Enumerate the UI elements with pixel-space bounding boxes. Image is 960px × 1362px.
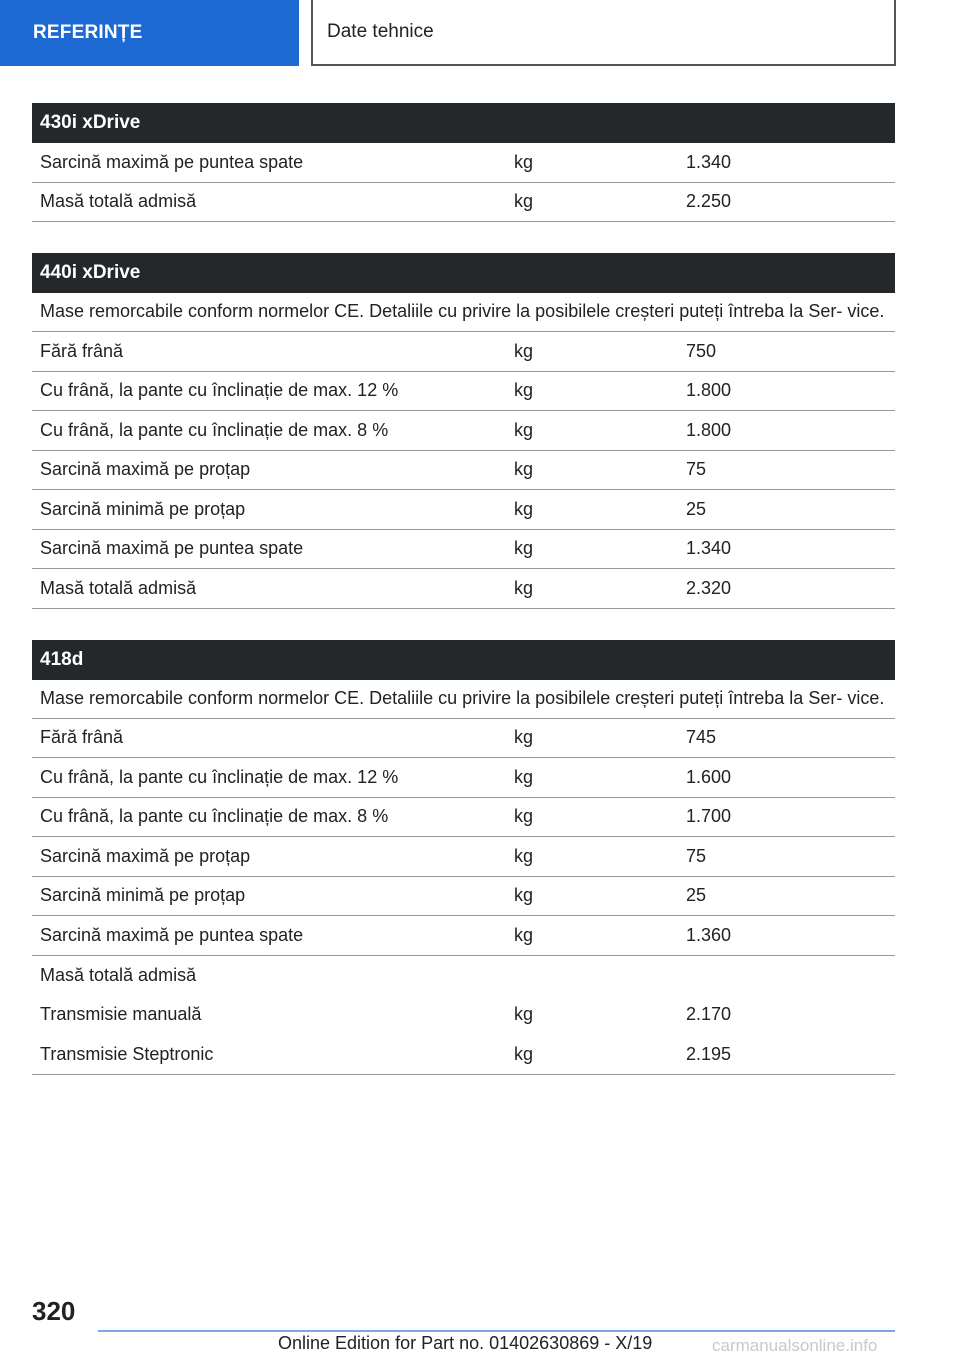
table-row [32,719,895,759]
row-unit: kg [514,885,534,906]
row-label: Sarcină maximă pe puntea spate [40,151,304,172]
row-label: Masă totală admisă [40,191,197,212]
table-row [32,530,895,570]
row-label: Cu frână, la pante cu înclinație de max. 8 % [40,806,389,827]
row-value: 1.800 [686,419,732,440]
row-label: Sarcină maximă pe puntea spate [40,924,304,945]
row-value: 1.600 [686,766,732,787]
table-title: 418d [32,640,895,680]
row-unit: kg [514,151,534,172]
row-value: 1.340 [686,151,732,172]
row-unit: kg [514,419,534,440]
row-value: 2.320 [686,577,732,598]
row-label: Sarcină minimă pe proțap [40,885,246,906]
table-note: Mase remorcabile conform normelor CE. Detaliile cu privire la posibilele creșteri puteți întreba la Ser- vice. [32,680,895,719]
row-value: 745 [686,727,717,748]
row-unit: kg [514,845,534,866]
table-row [32,995,895,1035]
row-label: Cu frână, la pante cu înclinație de max. 12 % [40,766,399,787]
table-title: 440i xDrive [32,253,895,293]
row-unit: kg [514,806,534,827]
table-row [32,758,895,798]
row-value: 1.340 [686,538,732,559]
table-row [32,798,895,838]
footer-divider [98,1330,895,1332]
table-row [32,1035,895,1075]
row-unit: kg [514,538,534,559]
spec-table-430i [32,103,895,222]
spec-content [32,103,895,1106]
row-unit: kg [514,459,534,480]
row-value: 2.195 [686,1043,732,1064]
table-row [32,916,895,956]
row-label: Sarcină maximă pe puntea spate [40,538,304,559]
row-unit: kg [514,577,534,598]
row-label: Fără frână [40,340,124,361]
row-label: Cu frână, la pante cu înclinație de max. 8 % [40,419,389,440]
table-row [32,183,895,223]
table-row [32,332,895,372]
table-row [32,490,895,530]
row-value: 75 [686,459,707,480]
row-label: Sarcină maximă pe proțap [40,845,251,866]
row-label: Cu frână, la pante cu înclinație de max. 12 % [40,380,399,401]
row-group [32,956,895,1076]
row-unit: kg [514,191,534,212]
row-unit: kg [514,1004,534,1025]
row-label: Fără frână [40,727,124,748]
row-value: 25 [686,885,707,906]
row-label: Masă totală admisă [40,577,197,598]
row-value: 2.170 [686,1004,732,1025]
row-value: 25 [686,498,707,519]
row-value: 750 [686,340,717,361]
group-heading-row [32,956,895,996]
table-row [32,877,895,917]
row-label: Transmisie manuală [40,1004,202,1025]
row-unit: kg [514,924,534,945]
group-label: Masă totală admisă [40,964,197,985]
page-header [0,0,960,66]
table-row [32,451,895,491]
table-title: 430i xDrive [32,103,895,143]
spec-table-418d [32,640,895,1076]
table-note: Mase remorcabile conform normelor CE. Detaliile cu privire la posibilele creșteri puteți întreba la Ser- vice. [32,293,895,332]
row-value: 1.700 [686,806,732,827]
table-row [32,372,895,412]
row-label: Sarcină maximă pe proțap [40,459,251,480]
spec-table-440i [32,253,895,609]
section-tab[interactable]: REFERINȚE [0,0,299,66]
row-value: 75 [686,845,707,866]
row-value: 2.250 [686,191,732,212]
page-number: 320 [32,1296,76,1326]
row-unit: kg [514,380,534,401]
row-label: Transmisie Steptronic [40,1043,214,1064]
table-row [32,143,895,183]
chapter-title: Date tehnice [311,0,896,66]
row-unit: kg [514,766,534,787]
row-unit: kg [514,340,534,361]
row-value: 1.800 [686,380,732,401]
watermark: carmanualsonline.info [712,1336,878,1355]
row-unit: kg [514,1043,534,1064]
row-label: Sarcină minimă pe proțap [40,498,246,519]
table-row [32,411,895,451]
row-unit: kg [514,498,534,519]
table-row [32,569,895,609]
table-row [32,837,895,877]
row-unit: kg [514,727,534,748]
footer-edition: Online Edition for Part no. 01402630869 - X/19 [278,1333,653,1353]
row-value: 1.360 [686,924,732,945]
